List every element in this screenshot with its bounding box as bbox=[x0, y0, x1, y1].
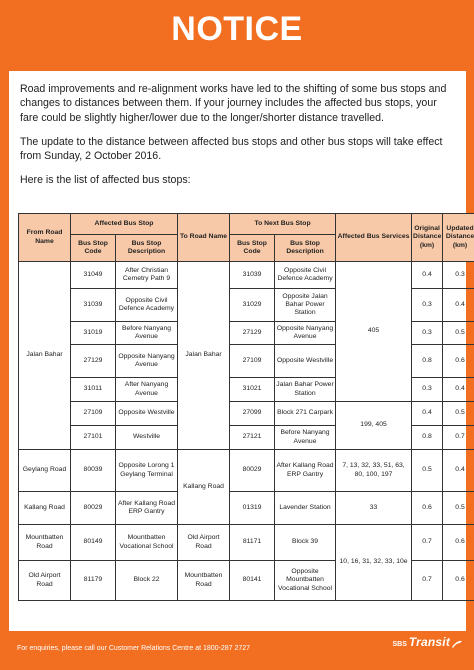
affected-bus-stops-table bbox=[18, 213, 474, 601]
notice-intro bbox=[20, 82, 457, 198]
next-bus-stop-code-cell: 27109 bbox=[230, 345, 275, 378]
header-to-next-bus-stop: To Next Bus Stop bbox=[230, 214, 336, 235]
bus-stop-code-cell: 31049 bbox=[71, 262, 116, 289]
bus-stop-description-cell: Opposite Nanyang Avenue bbox=[116, 345, 178, 378]
to-road-cell: Kallang Road bbox=[178, 450, 230, 525]
header-from-road: From Road Name bbox=[19, 214, 71, 262]
table-row bbox=[19, 492, 474, 525]
updated-distance-cell: 0.4 bbox=[443, 289, 474, 322]
bus-stop-code-cell: 80039 bbox=[71, 450, 116, 492]
next-bus-stop-description-cell: After Kallang Road ERP Gantry bbox=[275, 450, 336, 492]
original-distance-cell: 0.6 bbox=[412, 492, 443, 525]
original-distance-cell: 0.4 bbox=[412, 402, 443, 426]
updated-distance-cell: 0.5 bbox=[443, 492, 474, 525]
from-road-cell: Old Airport Road bbox=[19, 561, 71, 601]
bus-stop-description-cell: Opposite Civil Defence Academy bbox=[116, 289, 178, 322]
next-bus-stop-code-cell: 31039 bbox=[230, 262, 275, 289]
bus-stop-description-cell: Opposite Westville bbox=[116, 402, 178, 426]
next-bus-stop-code-cell: 01319 bbox=[230, 492, 275, 525]
original-distance-cell: 0.3 bbox=[412, 289, 443, 322]
updated-distance-cell: 0.5 bbox=[443, 322, 474, 345]
affected-services-cell: 405 bbox=[336, 262, 412, 402]
bus-stop-description-cell: After Kallang Road ERP Gantry bbox=[116, 492, 178, 525]
logo-prefix: SBS bbox=[392, 641, 407, 648]
header-next-bus-stop-description: Bus Stop Description bbox=[275, 235, 336, 262]
next-bus-stop-description-cell: Opposite Civil Defence Academy bbox=[275, 262, 336, 289]
next-bus-stop-description-cell: Jalan Bahar Power Station bbox=[275, 378, 336, 402]
bus-stop-code-cell: 81179 bbox=[71, 561, 116, 601]
next-bus-stop-code-cell: 80029 bbox=[230, 450, 275, 492]
table-row bbox=[19, 402, 474, 426]
next-bus-stop-description-cell: Lavender Station bbox=[275, 492, 336, 525]
header-affected-bus-stop: Affected Bus Stop bbox=[71, 214, 178, 235]
header-next-bus-stop-code: Bus Stop Code bbox=[230, 235, 275, 262]
next-bus-stop-code-cell: 27099 bbox=[230, 402, 275, 426]
original-distance-cell: 0.3 bbox=[412, 322, 443, 345]
updated-distance-cell: 0.6 bbox=[443, 525, 474, 561]
from-road-cell: Kallang Road bbox=[19, 492, 71, 525]
affected-services-cell: 33 bbox=[336, 492, 412, 525]
next-bus-stop-description-cell: Opposite Jalan Bahar Power Station bbox=[275, 289, 336, 322]
bus-stop-description-cell: Mountbatten Vocational School bbox=[116, 525, 178, 561]
intro-paragraph-2: The update to the distance between affected bus stops and other bus stops will take effect from Sunday, 2 October 2016. bbox=[20, 135, 443, 163]
table-row bbox=[19, 450, 474, 492]
original-distance-cell: 0.7 bbox=[412, 561, 443, 601]
bus-stop-code-cell: 27109 bbox=[71, 402, 116, 426]
from-road-cell: Mountbatten Road bbox=[19, 525, 71, 561]
bus-stop-code-cell: 80029 bbox=[71, 492, 116, 525]
logo-swoosh-icon bbox=[452, 640, 462, 648]
updated-distance-cell: 0.5 bbox=[443, 402, 474, 426]
next-bus-stop-code-cell: 31021 bbox=[230, 378, 275, 402]
updated-distance-cell: 0.6 bbox=[443, 345, 474, 378]
to-road-cell: Old Airport Road bbox=[178, 525, 230, 561]
notice-panel bbox=[9, 71, 474, 631]
bus-stop-description-cell: Before Nanyang Avenue bbox=[116, 322, 178, 345]
to-road-cell: Mountbatten Road bbox=[178, 561, 230, 601]
next-bus-stop-description-cell: Opposite Mountbatten Vocational School bbox=[275, 561, 336, 601]
bus-stop-description-cell: Westville bbox=[116, 426, 178, 450]
original-distance-cell: 0.7 bbox=[412, 525, 443, 561]
bus-stop-code-cell: 31011 bbox=[71, 378, 116, 402]
bus-stop-code-cell: 31039 bbox=[71, 289, 116, 322]
bus-stop-code-cell: 31019 bbox=[71, 322, 116, 345]
affected-services-cell: 199, 405 bbox=[336, 402, 412, 450]
next-bus-stop-description-cell: Before Nanyang Avenue bbox=[275, 426, 336, 450]
logo-name: Transit bbox=[408, 635, 451, 649]
next-bus-stop-description-cell: Opposite Westville bbox=[275, 345, 336, 378]
next-bus-stop-description-cell: Block 39 bbox=[275, 525, 336, 561]
updated-distance-cell: 0.3 bbox=[443, 262, 474, 289]
next-bus-stop-code-cell: 81171 bbox=[230, 525, 275, 561]
from-road-cell: Geylang Road bbox=[19, 450, 71, 492]
intro-paragraph-3: Here is the list of affected bus stops: bbox=[20, 174, 191, 187]
header-to-road: To Road Name bbox=[178, 214, 230, 262]
enquiries-footer: For enquiries, please call our Customer Relations Centre at 1800-287 2727 bbox=[17, 645, 251, 652]
bus-stop-code-cell: 80149 bbox=[71, 525, 116, 561]
header-bus-stop-description: Bus Stop Description bbox=[116, 235, 178, 262]
notice-title: NOTICE bbox=[171, 10, 303, 48]
to-road-cell: Jalan Bahar bbox=[178, 262, 230, 450]
original-distance-cell: 0.3 bbox=[412, 378, 443, 402]
updated-distance-cell: 0.6 bbox=[443, 561, 474, 601]
bus-stop-code-cell: 27101 bbox=[71, 426, 116, 450]
affected-services-cell: 10, 16, 31, 32, 33, 10e bbox=[336, 525, 412, 601]
updated-distance-cell: 0.4 bbox=[443, 450, 474, 492]
header-bus-stop-code: Bus Stop Code bbox=[71, 235, 116, 262]
from-road-cell: Jalan Bahar bbox=[19, 262, 71, 450]
bus-stop-description-cell: Opposite Lorong 1 Geylang Terminal bbox=[116, 450, 178, 492]
table-row bbox=[19, 262, 474, 289]
affected-services-cell: 7, 13, 32, 33, 51, 63, 80, 100, 197 bbox=[336, 450, 412, 492]
next-bus-stop-code-cell: 31029 bbox=[230, 289, 275, 322]
original-distance-cell: 0.8 bbox=[412, 426, 443, 450]
next-bus-stop-description-cell: Opposite Nanyang Avenue bbox=[275, 322, 336, 345]
intro-paragraph-1: Road improvements and re-alignment works have led to the shifting of some bus stops and changes to distances between them. If your journey includes the affected bus stops, your fare could be slightly higher/lower due to the longer/shorter distance travelled. bbox=[20, 83, 447, 124]
next-bus-stop-code-cell: 27121 bbox=[230, 426, 275, 450]
table-row bbox=[19, 525, 474, 561]
bus-stop-description-cell: After Nanyang Avenue bbox=[116, 378, 178, 402]
original-distance-cell: 0.4 bbox=[412, 262, 443, 289]
header-updated-distance: Updated Distance (km) bbox=[443, 214, 474, 262]
bus-stop-description-cell: Block 22 bbox=[116, 561, 178, 601]
next-bus-stop-description-cell: Block 271 Carpark bbox=[275, 402, 336, 426]
updated-distance-cell: 0.7 bbox=[443, 426, 474, 450]
original-distance-cell: 0.5 bbox=[412, 450, 443, 492]
header-affected-services: Affected Bus Services bbox=[336, 214, 412, 262]
bus-stop-description-cell: After Christian Cemetry Path 9 bbox=[116, 262, 178, 289]
bus-stop-code-cell: 27129 bbox=[71, 345, 116, 378]
header-original-distance: Original Distance (km) bbox=[412, 214, 443, 262]
next-bus-stop-code-cell: 80141 bbox=[230, 561, 275, 601]
updated-distance-cell: 0.4 bbox=[443, 378, 474, 402]
original-distance-cell: 0.8 bbox=[412, 345, 443, 378]
next-bus-stop-code-cell: 27129 bbox=[230, 322, 275, 345]
sbs-transit-logo bbox=[392, 635, 462, 649]
